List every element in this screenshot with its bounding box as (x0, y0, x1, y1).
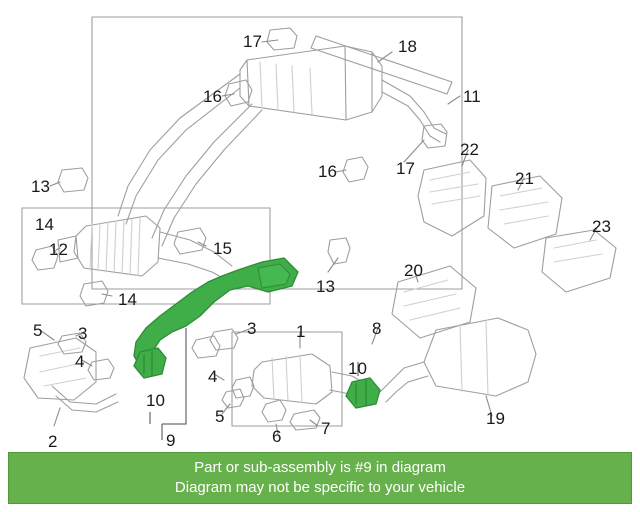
callout-8: 8 (372, 319, 382, 338)
bolt-7 (290, 410, 320, 430)
group-frame-11 (92, 17, 462, 289)
diagram-footer-banner (8, 452, 632, 504)
rear-muffler-19 (424, 318, 536, 396)
exhaust-tip-right (422, 124, 447, 148)
callout-20: 20 (404, 261, 423, 280)
highlighted-part-9 (134, 258, 380, 408)
callout-4b: 4 (208, 367, 218, 386)
callout-15: 15 (213, 239, 232, 258)
catalytic-converter (252, 354, 332, 404)
clamp-16b (343, 157, 368, 182)
flex-pipe (74, 216, 160, 276)
callout-9: 9 (166, 431, 176, 450)
callout-17b: 17 (396, 159, 415, 178)
hanger-15 (174, 228, 206, 254)
callout-6: 6 (272, 427, 282, 446)
callout-3b: 3 (247, 319, 257, 338)
footer-line-2: Diagram may not be specific to your vehicle (174, 479, 466, 496)
callout-1: 1 (296, 322, 306, 341)
callout-10a: 10 (146, 391, 165, 410)
callout-11: 11 (463, 87, 481, 106)
callout-5a: 5 (33, 321, 43, 340)
clip-17a (267, 28, 297, 50)
leader-9-left (162, 328, 186, 424)
heat-shield-22 (418, 160, 486, 236)
callout-19: 19 (486, 409, 505, 428)
heat-shield-23 (542, 230, 616, 292)
bolt-4a (88, 359, 114, 380)
callout-2: 2 (48, 432, 58, 451)
callout-12: 12 (49, 240, 68, 259)
bolt-3c (192, 336, 220, 358)
callout-16b: 16 (318, 162, 337, 181)
bolt-3b (210, 329, 238, 350)
callout-10b: 10 (348, 359, 367, 378)
footer-line-1: Part or sub-assembly is #9 in diagram (194, 459, 446, 476)
nut-14b (80, 281, 108, 306)
callout-13a: 13 (31, 177, 50, 196)
callout-22: 22 (460, 140, 479, 159)
callout-17a: 17 (243, 32, 262, 51)
bracket-13b (328, 238, 350, 264)
callout-7: 7 (321, 419, 331, 438)
bolt-6 (262, 400, 286, 422)
bracket-13a (58, 168, 88, 192)
callout-14b: 14 (118, 290, 137, 309)
callout-4a: 4 (75, 352, 85, 371)
callout-23: 23 (592, 217, 611, 236)
callout-18: 18 (398, 37, 417, 56)
callout-3a: 3 (78, 324, 88, 343)
callout-5b: 5 (215, 407, 225, 426)
callout-14a: 14 (35, 215, 54, 234)
callout-16a: 16 (203, 87, 222, 106)
callout-13b: 13 (316, 277, 335, 296)
callout-21: 21 (515, 169, 534, 188)
